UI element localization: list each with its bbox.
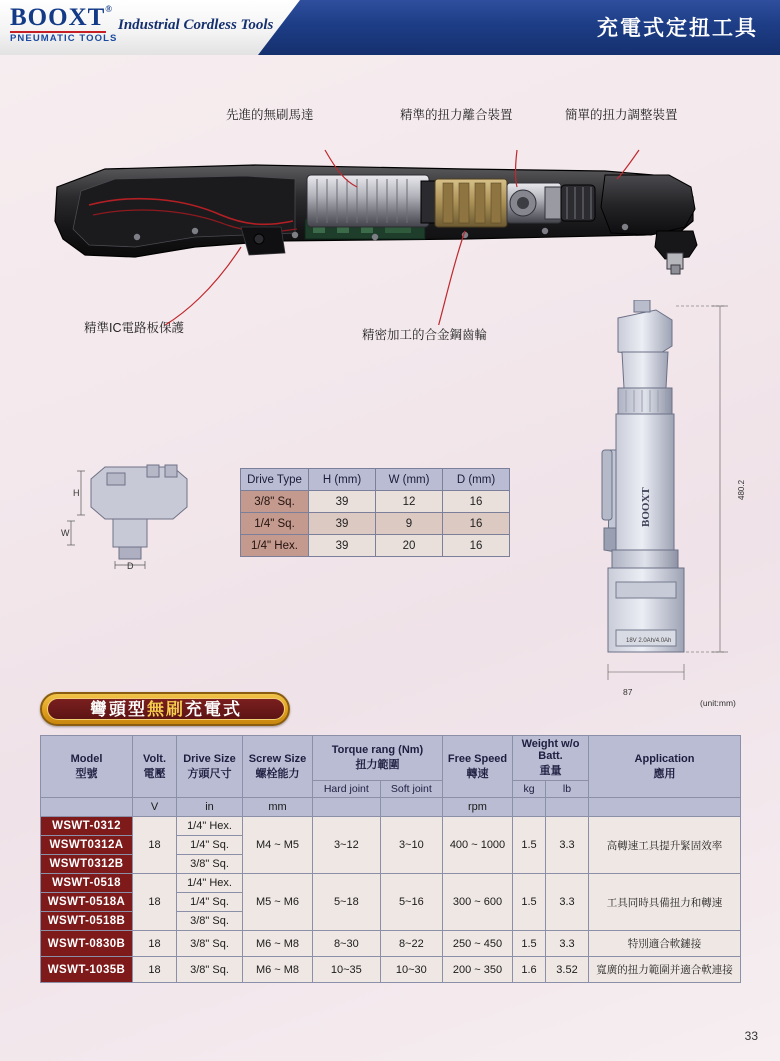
col-d: D (mm) (443, 469, 510, 491)
table-header-row (241, 469, 510, 491)
brand-logo (10, 4, 113, 32)
cell-weight-lb: 3.3 (546, 931, 589, 957)
col-application-zh: 應用 (653, 767, 676, 780)
cell-hard-joint: 3~12 (313, 817, 381, 874)
unit-note: (unit:mm) (700, 698, 736, 708)
cell-d: 16 (443, 513, 510, 535)
cell-drive-size: 1/4" Hex. (177, 817, 243, 836)
callout-gear: 精密加工的合金鋼齒輪 (362, 328, 488, 342)
col-screw-size-en: Screw Size (248, 752, 307, 765)
table-row (241, 513, 510, 535)
col-screw-size-zh: 螺栓能力 (255, 767, 300, 780)
unit-soft-joint-2 (380, 798, 442, 817)
cell-volt: 18 (133, 874, 177, 931)
cell-volt: 18 (133, 931, 177, 957)
cell-drive-size: 3/8" Sq. (177, 912, 243, 931)
col-volt-en: Volt. (142, 752, 166, 765)
trademark-symbol: ® (105, 4, 114, 14)
cell-h: 39 (309, 491, 376, 513)
callout-adjust: 簡單的扭力調整裝置 (565, 108, 678, 122)
cell-drive-type: 1/4" Hex. (241, 535, 309, 557)
header-tagline: Industrial Cordless Tools (118, 17, 274, 33)
cell-free-speed: 400 ~ 1000 (443, 817, 513, 874)
cell-weight-kg: 1.5 (513, 817, 546, 874)
cell-free-speed: 300 ~ 600 (443, 874, 513, 931)
cell-screw-size: M6 ~ M8 (243, 957, 313, 983)
table-row (41, 931, 741, 957)
col-h: H (mm) (309, 469, 376, 491)
col-model-zh: 型號 (75, 767, 98, 780)
cell-screw-size: M5 ~ M6 (243, 874, 313, 931)
cell-drive-type: 3/8" Sq. (241, 491, 309, 513)
spec-header-row (41, 736, 741, 781)
cell-screw-size: M6 ~ M8 (243, 931, 313, 957)
cell-w: 12 (376, 491, 443, 513)
unit-lb-2 (546, 798, 589, 817)
cell-d: 16 (443, 535, 510, 557)
cell-volt: 18 (133, 817, 177, 874)
unit-application-blank (589, 798, 741, 817)
cell-weight-lb: 3.3 (546, 874, 589, 931)
cell-drive-size: 1/4" Hex. (177, 874, 243, 893)
table-row (241, 491, 510, 513)
drive-dimension-sketch (55, 455, 220, 570)
cell-model: WSWT0312B (41, 855, 133, 874)
cell-d: 16 (443, 491, 510, 513)
col-volt (133, 736, 177, 798)
col-application (589, 736, 741, 798)
col-weight (513, 736, 589, 781)
table-row (241, 535, 510, 557)
col-free-speed (443, 736, 513, 798)
unit-mm: mm (243, 798, 313, 817)
dimension-label-d: D (127, 561, 134, 570)
callout-motor: 先進的無刷馬達 (226, 108, 314, 122)
col-drive-size-zh: 方頭尺寸 (187, 767, 232, 780)
dimension-label-h: H (73, 488, 80, 498)
page-number: 33 (744, 1029, 758, 1043)
col-model (41, 736, 133, 798)
svg-text:18V 2.0Ah/4.0Ah: 18V 2.0Ah/4.0Ah (626, 638, 672, 644)
banner-part1: 彎頭型 (90, 700, 147, 719)
cell-model: WSWT-1035B (41, 957, 133, 983)
dimension-width-label: 87 (623, 687, 633, 697)
section-banner-label (47, 698, 285, 720)
tool-cutaway-illustration (45, 135, 735, 325)
page-header (0, 0, 780, 55)
cell-model: WSWT-0312 (41, 817, 133, 836)
unit-model-blank (41, 798, 133, 817)
cell-h: 39 (309, 513, 376, 535)
cell-model: WSWT-0518A (41, 893, 133, 912)
col-drive-size-en: Drive Size (183, 752, 236, 765)
cell-drive-size: 3/8" Sq. (177, 957, 243, 983)
specification-table (40, 735, 741, 983)
unit-rpm: rpm (443, 798, 513, 817)
cell-application: 高轉速工具提升緊固效率 (589, 817, 741, 874)
cell-free-speed: 200 ~ 350 (443, 957, 513, 983)
section-banner (40, 692, 290, 726)
cell-soft-joint: 5~16 (380, 874, 442, 931)
table-row (41, 957, 741, 983)
cell-weight-kg: 1.5 (513, 874, 546, 931)
page-title: 充電式定扭工具 (597, 17, 758, 40)
banner-part3: 充電式 (185, 700, 242, 719)
col-weight-zh: 重量 (539, 765, 562, 777)
col-torque-range-en: Torque rang (Nm) (331, 744, 424, 756)
cell-volt: 18 (133, 957, 177, 983)
cell-w: 20 (376, 535, 443, 557)
cell-model: WSWT0312A (41, 836, 133, 855)
banner-part2: 無刷 (147, 700, 185, 719)
cell-drive-size: 1/4" Sq. (177, 893, 243, 912)
col-screw-size (243, 736, 313, 798)
cell-soft-joint: 10~30 (380, 957, 442, 983)
table-row (41, 817, 741, 836)
cell-screw-size: M4 ~ M5 (243, 817, 313, 874)
cell-weight-lb: 3.3 (546, 817, 589, 874)
cell-application: 寬廣的扭力範圍并適合軟連接 (589, 957, 741, 983)
dimension-height-label: 480.2 (737, 479, 746, 500)
drive-type-table (240, 468, 510, 557)
col-torque-range (313, 736, 443, 781)
unit-hard-joint-2 (313, 798, 381, 817)
tool-side-view-drawing (560, 300, 760, 720)
cell-application: 工具同時具備扭力和轉速 (589, 874, 741, 931)
cell-application: 特別適合軟鏈接 (589, 931, 741, 957)
cell-drive-size: 3/8" Sq. (177, 855, 243, 874)
col-w: W (mm) (376, 469, 443, 491)
unit-kg: kg (513, 781, 546, 798)
col-free-speed-en: Free Speed (447, 752, 508, 765)
cell-soft-joint: 8~22 (380, 931, 442, 957)
cell-model: WSWT-0518B (41, 912, 133, 931)
unit-kg-2 (513, 798, 546, 817)
cell-w: 9 (376, 513, 443, 535)
unit-lb: lb (546, 781, 589, 798)
cell-weight-lb: 3.52 (546, 957, 589, 983)
spec-subunits-row (41, 798, 741, 817)
callout-clutch: 精準的扭力離合裝置 (400, 108, 513, 122)
cell-drive-size: 1/4" Sq. (177, 836, 243, 855)
cell-soft-joint: 3~10 (380, 817, 442, 874)
unit-hard-joint: Hard joint (313, 781, 381, 798)
cell-weight-kg: 1.5 (513, 931, 546, 957)
col-free-speed-zh: 轉速 (466, 767, 489, 780)
col-model-en: Model (70, 752, 103, 765)
col-weight-en: Weight w/o Batt. (521, 738, 580, 762)
cell-model: WSWT-0830B (41, 931, 133, 957)
cell-drive-type: 1/4" Sq. (241, 513, 309, 535)
cell-hard-joint: 5~18 (313, 874, 381, 931)
col-drive-type: Drive Type (241, 469, 309, 491)
brand-logo-text: BOOXT (10, 4, 106, 31)
cell-hard-joint: 8~30 (313, 931, 381, 957)
unit-volt: V (133, 798, 177, 817)
unit-soft-joint: Soft joint (380, 781, 442, 798)
cell-h: 39 (309, 535, 376, 557)
col-torque-range-zh: 扭力範圍 (355, 759, 400, 771)
table-row (41, 874, 741, 893)
col-volt-zh: 電壓 (143, 767, 166, 780)
brand-subtitle: PNEUMATIC TOOLS (10, 33, 118, 44)
callout-pcb: 精準IC電路板保護 (84, 321, 185, 335)
cell-model: WSWT-0518 (41, 874, 133, 893)
cell-weight-kg: 1.6 (513, 957, 546, 983)
col-application-en: Application (634, 752, 695, 765)
cell-free-speed: 250 ~ 450 (443, 931, 513, 957)
col-drive-size (177, 736, 243, 798)
svg-text:BOOXT: BOOXT (640, 487, 652, 527)
unit-in: in (177, 798, 243, 817)
cell-drive-size: 3/8" Sq. (177, 931, 243, 957)
cell-hard-joint: 10~35 (313, 957, 381, 983)
dimension-label-w: W (61, 528, 70, 538)
